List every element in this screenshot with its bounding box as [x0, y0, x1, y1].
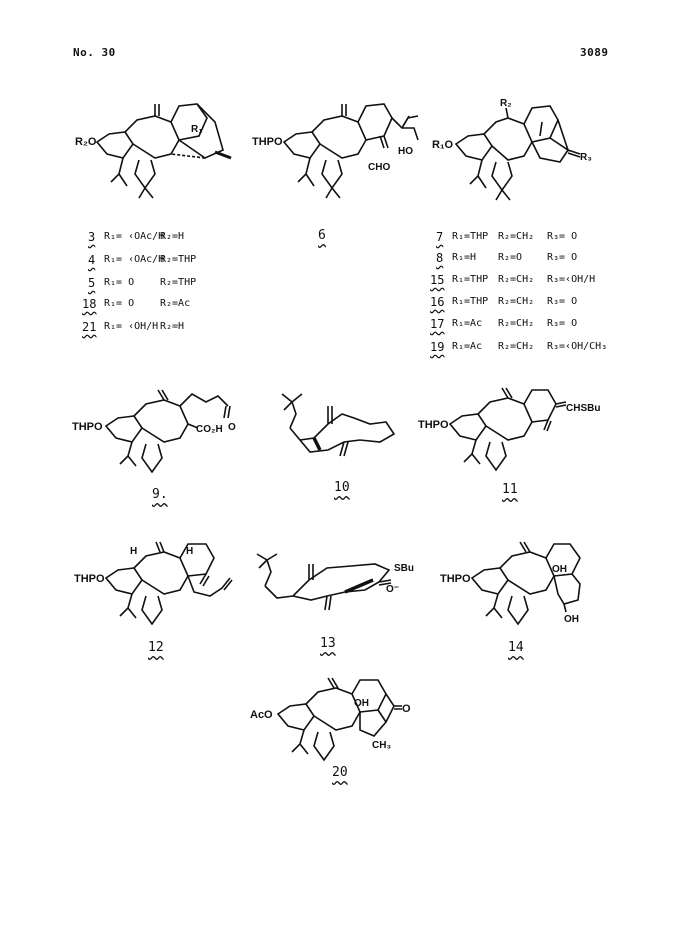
structure-20 — [250, 672, 430, 772]
compound-number: 19 — [430, 340, 445, 354]
ch3-label: CH₃ — [372, 740, 392, 751]
r1-value: R₁=Ac — [452, 341, 483, 352]
compound-number: 3 — [88, 230, 96, 244]
r3-value: R₃= O — [547, 252, 578, 263]
r3-value: R₃= O — [547, 231, 578, 242]
structure-12 — [74, 540, 254, 640]
r1-value: R₁= ‹OH/H — [104, 321, 159, 332]
compound-number: 18 — [82, 297, 97, 311]
o-label: O — [228, 422, 236, 433]
compound-number-6: 6 — [318, 228, 326, 243]
structure-11 — [418, 380, 601, 480]
r2-label: R₂ — [500, 98, 512, 109]
r1-value: R₁=H — [452, 252, 477, 263]
structure-6 — [252, 92, 432, 202]
r2-value: R₂=CH₂ — [498, 318, 535, 329]
compound-number-9: 9. — [152, 487, 168, 502]
compound-number: 17 — [430, 317, 445, 331]
compound-number: 8 — [436, 251, 444, 265]
r3-label: R₃ — [580, 152, 592, 163]
compound-number-14: 14 — [508, 640, 524, 655]
aco-label: AcO — [250, 709, 273, 721]
thpo-label: THPO — [252, 136, 283, 148]
compound-number: 4 — [88, 253, 96, 267]
r2-value: R₂=THP — [160, 254, 197, 265]
chsbu-label: CHSBu — [566, 403, 601, 414]
o-minus-label: O⁻ — [386, 584, 400, 595]
oh1-label: OH — [552, 564, 567, 575]
structure-10 — [270, 380, 410, 470]
r2-value: R₂=CH₂ — [498, 231, 535, 242]
thpo-label: THPO — [74, 573, 105, 585]
cho-label: CHO — [368, 162, 391, 173]
oh2-label: OH — [564, 614, 579, 625]
compound-number: 5 — [88, 276, 96, 290]
page-number: 3089 — [580, 46, 609, 59]
oh-label: OH — [354, 698, 369, 709]
r1-value: R₁= ‹OAc/H — [104, 231, 165, 242]
r2o-label: R₂O — [75, 136, 97, 148]
compound-number: 15 — [430, 273, 445, 287]
r2-value: R₂=THP — [160, 277, 197, 288]
r1-value: R₁= O — [104, 298, 135, 309]
r1-value: R₁=THP — [452, 296, 489, 307]
compound-number-13: 13 — [320, 636, 336, 651]
r1-value: R₁=THP — [452, 231, 489, 242]
journal-number: No. 30 — [73, 46, 116, 59]
sbu-label: SBu — [394, 563, 414, 574]
compound-number: 21 — [82, 320, 97, 334]
structure-3 — [75, 92, 245, 202]
thpo-label: THPO — [418, 419, 449, 431]
r2-value: R₂=H — [160, 321, 185, 332]
compound-number: 16 — [430, 295, 445, 309]
r3-value: R₃=‹OH/H — [547, 274, 596, 285]
structure-7 — [430, 92, 600, 202]
compound-number-12: 12 — [148, 640, 164, 655]
compound-number-11: 11 — [502, 482, 518, 497]
ho-label: HO — [398, 146, 413, 157]
r3-value: R₃= O — [547, 318, 578, 329]
r3-value: R₃= O — [547, 296, 578, 307]
h2-label: H — [186, 546, 194, 557]
compound-number-20: 20 — [332, 765, 348, 780]
compound-number: 7 — [436, 230, 444, 244]
o-label: O — [402, 703, 411, 715]
r3-value: R₃=‹OH/CH₃ — [547, 341, 608, 352]
co2h-label: CO₂H — [196, 424, 223, 435]
r1-value: R₁= O — [104, 277, 135, 288]
r2-value: R₂=H — [160, 231, 185, 242]
r1-value: R₁= ‹OAc/H — [104, 254, 165, 265]
thpo-label: THPO — [72, 421, 103, 433]
r1-label: R₁ — [191, 124, 203, 135]
r2-value: R₂=Ac — [160, 298, 191, 309]
r1-value: R₁=THP — [452, 274, 489, 285]
structure-14 — [440, 540, 600, 640]
thpo-label: THPO — [440, 573, 471, 585]
r2-value: R₂=O — [498, 252, 523, 263]
h1-label: H — [130, 546, 138, 557]
r2-value: R₂=CH₂ — [498, 296, 535, 307]
compound-number-10: 10 — [334, 480, 350, 495]
r1-value: R₁=Ac — [452, 318, 483, 329]
r2-value: R₂=CH₂ — [498, 274, 535, 285]
r1o-label: R₁O — [432, 139, 454, 151]
structure-9 — [72, 380, 242, 480]
r2-value: R₂=CH₂ — [498, 341, 535, 352]
